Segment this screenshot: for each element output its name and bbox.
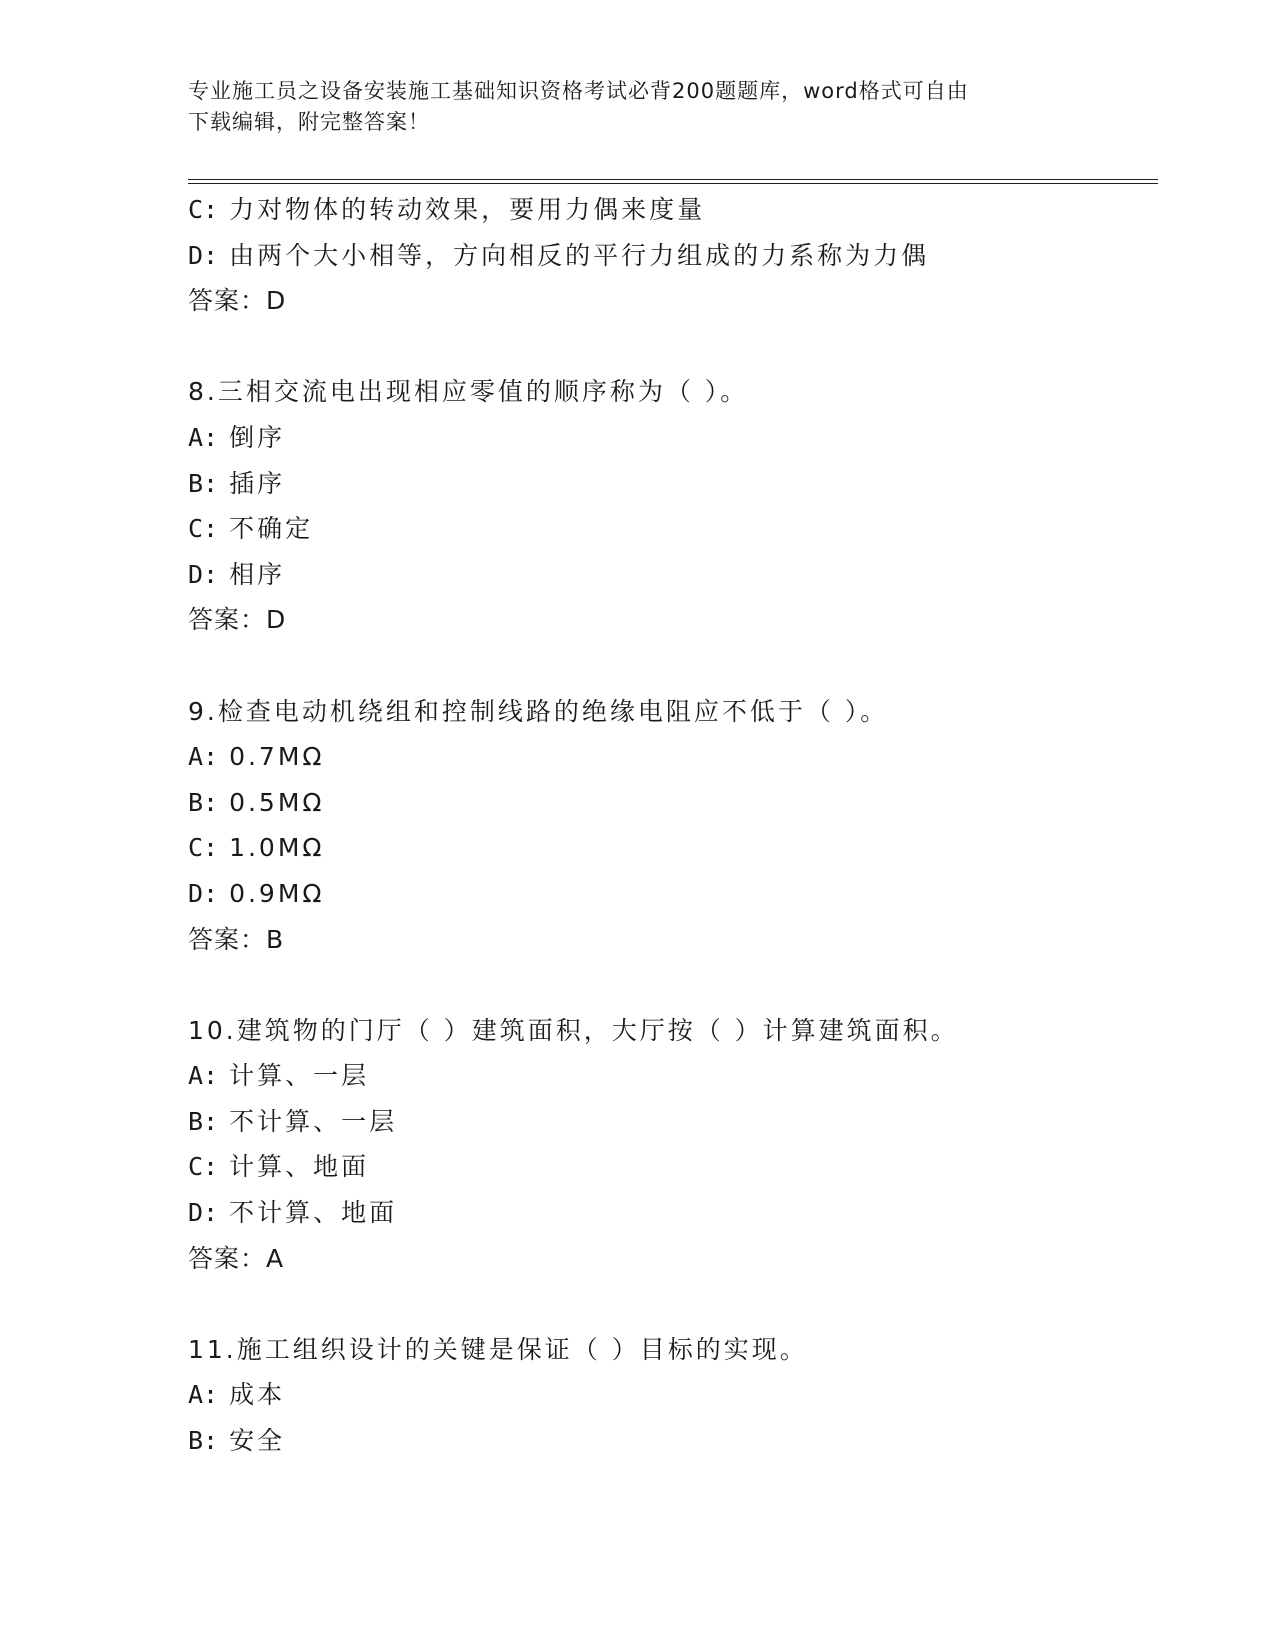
option-text: 力对物体的转动效果，要用力偶来度量 <box>229 195 706 224</box>
option-d <box>188 871 1158 917</box>
option-text: 相序 <box>229 559 286 589</box>
question-stem: 10.建筑物的门厅（ ）建筑面积，大厅按（ ）计算建筑面积。 <box>188 1015 959 1045</box>
question-stem: 11.施工组织设计的关键是保证（ ）目标的实现。 <box>188 1334 808 1364</box>
option-text: 计算、一层 <box>229 1061 370 1091</box>
option-a <box>188 1053 1158 1099</box>
spacer <box>188 962 1158 1008</box>
spacer <box>188 324 1158 370</box>
option-d <box>188 1190 1158 1236</box>
option-letter: D: <box>188 240 219 270</box>
option-letter: B: <box>188 1426 219 1456</box>
option-a <box>188 1372 1158 1418</box>
option-text: 0.9MΩ <box>229 878 325 908</box>
option-letter: B: <box>188 1106 219 1136</box>
option-b <box>188 1418 1158 1464</box>
option-letter: A: <box>188 1380 219 1410</box>
option-letter: A: <box>188 742 219 772</box>
option-text: 安全 <box>229 1426 286 1456</box>
option-text: 插序 <box>229 468 286 498</box>
option-letter: D: <box>188 878 219 908</box>
header-line-2: 下载编辑，附完整答案！ <box>188 110 430 134</box>
option-d <box>188 552 1158 598</box>
header-divider-top <box>188 179 1158 180</box>
option-letter: C: <box>188 1152 219 1182</box>
option-letter: C: <box>188 833 219 863</box>
option-letter: B: <box>188 468 219 498</box>
option-text: 由两个大小相等，方向相反的平行力组成的力系称为力偶 <box>229 240 930 270</box>
option-letter: B: <box>188 787 219 817</box>
question-stem: 9.检查电动机绕组和控制线路的绝缘电阻应不低于（ ）。 <box>188 696 889 726</box>
option-text: 计算、地面 <box>229 1152 370 1182</box>
option-text: 不确定 <box>229 514 314 544</box>
option-c <box>188 825 1158 871</box>
spacer <box>188 643 1158 689</box>
option-letter: D: <box>188 1198 219 1228</box>
header-divider-bottom <box>188 183 1158 184</box>
option-text: 0.7MΩ <box>229 742 325 772</box>
option-d <box>188 233 1158 279</box>
option-letter: C: <box>188 514 219 544</box>
answer-line: 答案：D <box>188 286 287 316</box>
document-header <box>188 76 1088 138</box>
option-c <box>188 1144 1158 1190</box>
spacer <box>188 1281 1158 1327</box>
option-c <box>188 506 1158 552</box>
option-text: 成本 <box>229 1380 286 1410</box>
option-a <box>188 415 1158 461</box>
answer-line: 答案：A <box>188 1243 285 1273</box>
option-letter: A: <box>188 422 219 452</box>
option-letter: D: <box>188 559 219 589</box>
option-a <box>188 734 1158 780</box>
option-b <box>188 780 1158 826</box>
answer-line: 答案：D <box>188 605 287 635</box>
option-text: 倒序 <box>229 422 286 452</box>
header-line-1: 专业施工员之设备安装施工基础知识资格考试必背200题题库，word格式可自由 <box>188 79 969 103</box>
option-text: 不计算、地面 <box>229 1198 398 1228</box>
option-text: 不计算、一层 <box>229 1106 398 1136</box>
option-text: 1.0MΩ <box>229 833 325 863</box>
option-text: 0.5MΩ <box>229 787 325 817</box>
option-c <box>188 187 1158 233</box>
question-stem: 8.三相交流电出现相应零值的顺序称为（ ）。 <box>188 377 749 407</box>
option-b <box>188 1099 1158 1145</box>
option-b <box>188 461 1158 507</box>
option-letter: A: <box>188 1061 219 1091</box>
question-list <box>188 187 1158 1464</box>
answer-line: 答案：B <box>188 924 285 954</box>
option-letter: C: <box>188 195 219 224</box>
